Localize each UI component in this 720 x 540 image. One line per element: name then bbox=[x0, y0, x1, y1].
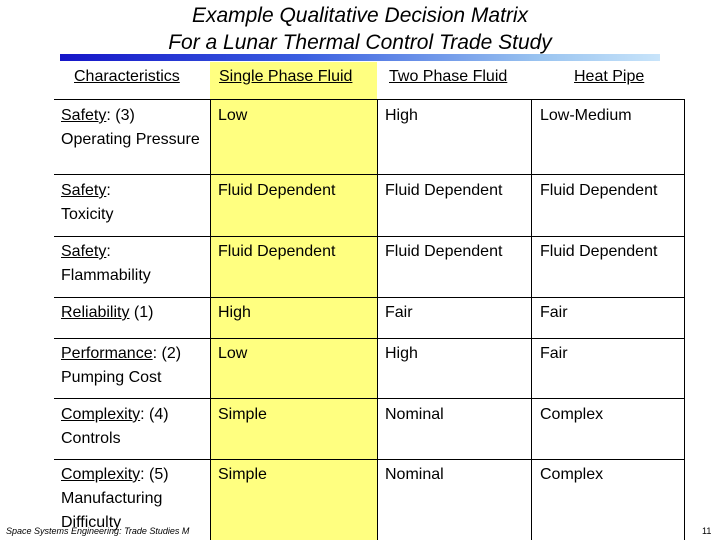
row-divider bbox=[54, 99, 685, 100]
column-divider-2 bbox=[377, 99, 378, 540]
cell-heat-pipe: Low-Medium bbox=[540, 107, 632, 124]
column-divider-3 bbox=[531, 99, 532, 540]
cell-single-phase: Low bbox=[218, 107, 248, 124]
cell-heat-pipe: Fair bbox=[540, 304, 568, 321]
cell-two-phase: Fair bbox=[385, 304, 413, 321]
column-divider-1 bbox=[210, 99, 211, 540]
page-number: 11 bbox=[702, 526, 712, 536]
cell-heat-pipe: Fair bbox=[540, 345, 568, 362]
column-divider-right bbox=[684, 99, 685, 540]
cell-single-phase: Simple bbox=[218, 466, 267, 483]
header-single-phase-fluid: Single Phase Fluid bbox=[219, 68, 353, 85]
header-two-phase-fluid: Two Phase Fluid bbox=[389, 68, 508, 85]
row-characteristic: Safety: Flammability bbox=[61, 243, 151, 284]
row-characteristic: Complexity: (4) Controls bbox=[61, 406, 169, 447]
slide-title-line2: For a Lunar Thermal Control Trade Study bbox=[168, 31, 552, 54]
row-characteristic: Reliability (1) bbox=[61, 304, 154, 321]
row-divider bbox=[54, 297, 685, 298]
cell-heat-pipe: Fluid Dependent bbox=[540, 182, 658, 199]
cell-single-phase: High bbox=[218, 304, 251, 321]
cell-two-phase: Nominal bbox=[385, 466, 444, 483]
row-divider bbox=[54, 174, 685, 175]
cell-two-phase: High bbox=[385, 107, 418, 124]
row-characteristic: Performance: (2) Pumping Cost bbox=[61, 345, 182, 386]
row-divider bbox=[54, 459, 685, 460]
cell-single-phase: Fluid Dependent bbox=[218, 243, 336, 260]
cell-heat-pipe: Complex bbox=[540, 466, 604, 483]
row-divider bbox=[54, 338, 685, 339]
header-heat-pipe: Heat Pipe bbox=[574, 68, 645, 85]
cell-two-phase: Fluid Dependent bbox=[385, 182, 503, 199]
cell-single-phase: Simple bbox=[218, 406, 267, 423]
row-divider bbox=[54, 398, 685, 399]
row-characteristic: Complexity: (5) Manufacturing Difficulty bbox=[61, 466, 169, 531]
slide-title-line1: Example Qualitative Decision Matrix bbox=[191, 4, 529, 27]
cell-two-phase: High bbox=[385, 345, 418, 362]
row-characteristic: Safety: (3) Operating Pressure bbox=[61, 107, 200, 148]
cell-heat-pipe: Complex bbox=[540, 406, 604, 423]
title-underline-bar bbox=[60, 54, 660, 61]
cell-two-phase: Nominal bbox=[385, 406, 444, 423]
cell-two-phase: Fluid Dependent bbox=[385, 243, 503, 260]
row-characteristic: Safety: Toxicity bbox=[61, 182, 114, 223]
cell-single-phase: Low bbox=[218, 345, 248, 362]
slide-footer: Space Systems Engineering: Trade Studies M bbox=[6, 526, 190, 536]
cell-heat-pipe: Fluid Dependent bbox=[540, 243, 658, 260]
row-divider bbox=[54, 236, 685, 237]
cell-single-phase: Fluid Dependent bbox=[218, 182, 336, 199]
header-characteristics: Characteristics bbox=[74, 68, 180, 85]
